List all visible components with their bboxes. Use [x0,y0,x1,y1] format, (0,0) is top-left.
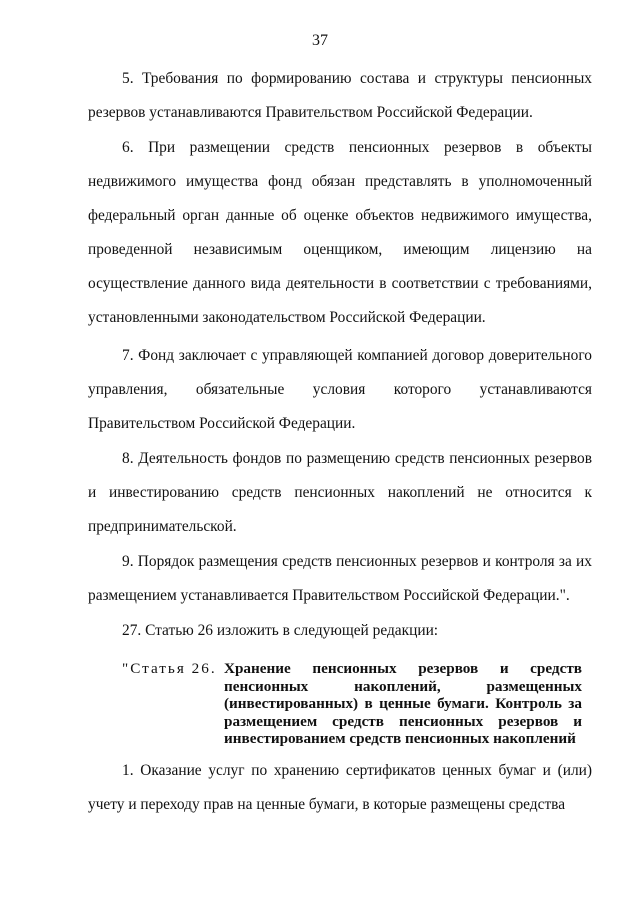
paragraph-27: 27. Статью 26 изложить в следующей редакции: [122,622,439,639]
page-number: 37 [312,32,328,49]
paragraph-article-1: 1. Оказание услуг по хранению сертификатов ценных бумаг и (или) учету и переходу прав на ценные бумаги, в которые размещены средства [88,762,592,813]
article-title: Хранение пенсионных резервов и средств пенсионных накоплений, размещенных (инвестированных) в ценные бумаги. Контроль за размещением средств пенсионных резервов и инвестированием средств пенсионных накоплений [224,660,582,747]
paragraph-8: 8. Деятельность фондов по размещению средств пенсионных резервов и инвестированию средств пенсионных накоплений не относится к предпринимательской. [88,450,592,535]
paragraph-5: 5. Требования по формированию состава и структуры пенсионных резервов устанавливаются Правительством Российской Федерации. [88,70,592,121]
paragraph-6: 6. При размещении средств пенсионных резервов в объекты недвижимого имущества фонд обязан представлять в уполномоченный федеральный орган данные об оценке объектов недвижимого имущества, проведенной независимым оценщиком, имеющим лицензию на осуществление данного вида деятельности в соответствии с требованиями, установленными законодательством Российской Федерации. [88,139,592,326]
paragraph-7: 7. Фонд заключает с управляющей компанией договор доверительного управления, обязательные условия которого устанавливаются Правительством Российской Федерации. [88,347,592,432]
article-number: "Статья 26. [122,660,217,677]
paragraph-9: 9. Порядок размещения средств пенсионных резервов и контроля за их размещением устанавливается Правительством Российской Федерации.". [88,553,592,604]
